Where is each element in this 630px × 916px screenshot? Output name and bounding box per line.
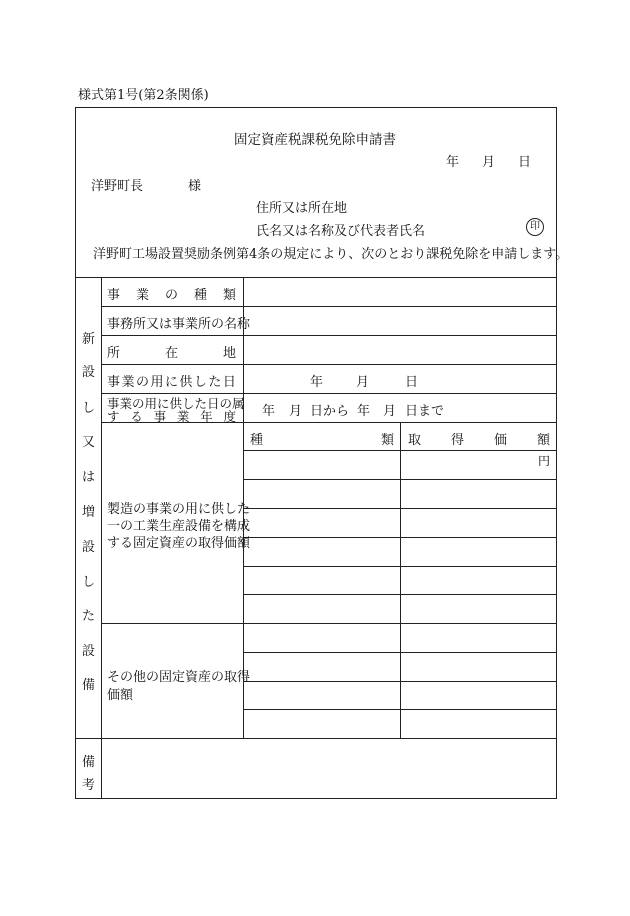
section-char: は <box>81 470 95 485</box>
office-name-label: 事務所又は事業所の名称 <box>107 317 251 332</box>
divider-row3 <box>101 364 557 365</box>
asset-type-header: 種 類 <box>250 433 394 448</box>
mfg-assets-label-line3: する固定資産の取得価額 <box>107 536 251 551</box>
divider-remarks <box>75 738 557 739</box>
divider-mfg-other <box>101 623 557 624</box>
fiscal-year-end-year: 年 <box>357 404 371 419</box>
fiscal-year-end-month: 月 <box>383 404 397 419</box>
fiscal-year-start-year: 年 <box>262 404 276 419</box>
date-month: 月 <box>482 155 496 170</box>
divider-cost-column <box>400 422 401 738</box>
applicant-address-label: 住所又は所在地 <box>256 201 348 216</box>
business-type-label: 事 業 の 種 類 <box>107 288 236 303</box>
applicant-name-label: 氏名又は名称及び代表者氏名 <box>256 224 426 239</box>
remarks-char: 考 <box>81 778 95 793</box>
section-char: 新 <box>81 332 95 347</box>
section-char: 設 <box>81 540 95 555</box>
form-title: 固定資産税課税免除申請書 <box>234 132 396 148</box>
fiscal-year-start-month: 月 <box>289 404 303 419</box>
divider-row2 <box>101 335 557 336</box>
remarks-char: 備 <box>81 755 95 770</box>
section-char: 増 <box>81 505 95 520</box>
divider-side-column <box>101 277 102 799</box>
fiscal-year-label-line1: 事業の用に供した日の属 <box>107 396 245 411</box>
start-date-month: 月 <box>356 375 370 390</box>
start-date-day: 日 <box>405 375 419 390</box>
form-number-label: 様式第1号(第2条関係) <box>78 88 209 103</box>
section-char: し <box>81 575 95 590</box>
location-label: 所 在 地 <box>107 346 236 361</box>
section-char: し <box>81 401 95 416</box>
fiscal-year-end-day: 日まで <box>405 404 445 419</box>
date-year: 年 <box>446 155 460 170</box>
start-date-year: 年 <box>310 375 324 390</box>
section-char: 設 <box>81 644 95 659</box>
application-statement: 洋野町工場設置奨励条例第4条の規定により、次のとおり課税免除を申請します。 <box>93 247 569 262</box>
other-assets-label-line1: その他の固定資産の取得 <box>107 670 251 685</box>
date-day: 日 <box>518 155 532 170</box>
section-char: 又 <box>81 435 95 450</box>
addressee-honorific: 様 <box>188 179 202 194</box>
section-char: た <box>81 609 95 624</box>
section-char: 備 <box>81 678 95 693</box>
divider-row1 <box>101 306 557 307</box>
fiscal-year-label-line2: す る 事 業 年 度 <box>107 409 236 424</box>
addressee-name: 洋野町長 <box>91 179 144 194</box>
other-assets-label-line2: 価額 <box>107 688 134 703</box>
mfg-assets-label-line2: 一の工業生産設備を構成 <box>107 519 251 534</box>
acquisition-cost-header: 取 得 価 額 <box>408 433 550 448</box>
yen-unit: 円 <box>538 454 551 468</box>
fiscal-year-start-day: 日から <box>310 404 350 419</box>
section-char: 設 <box>81 365 95 380</box>
start-date-label: 事 業 の 用 に 供 し た 日 <box>107 375 236 390</box>
seal-mark: 印 <box>526 218 544 236</box>
divider-header <box>75 277 557 278</box>
mfg-assets-label-line1: 製造の事業の用に供した <box>107 502 251 517</box>
